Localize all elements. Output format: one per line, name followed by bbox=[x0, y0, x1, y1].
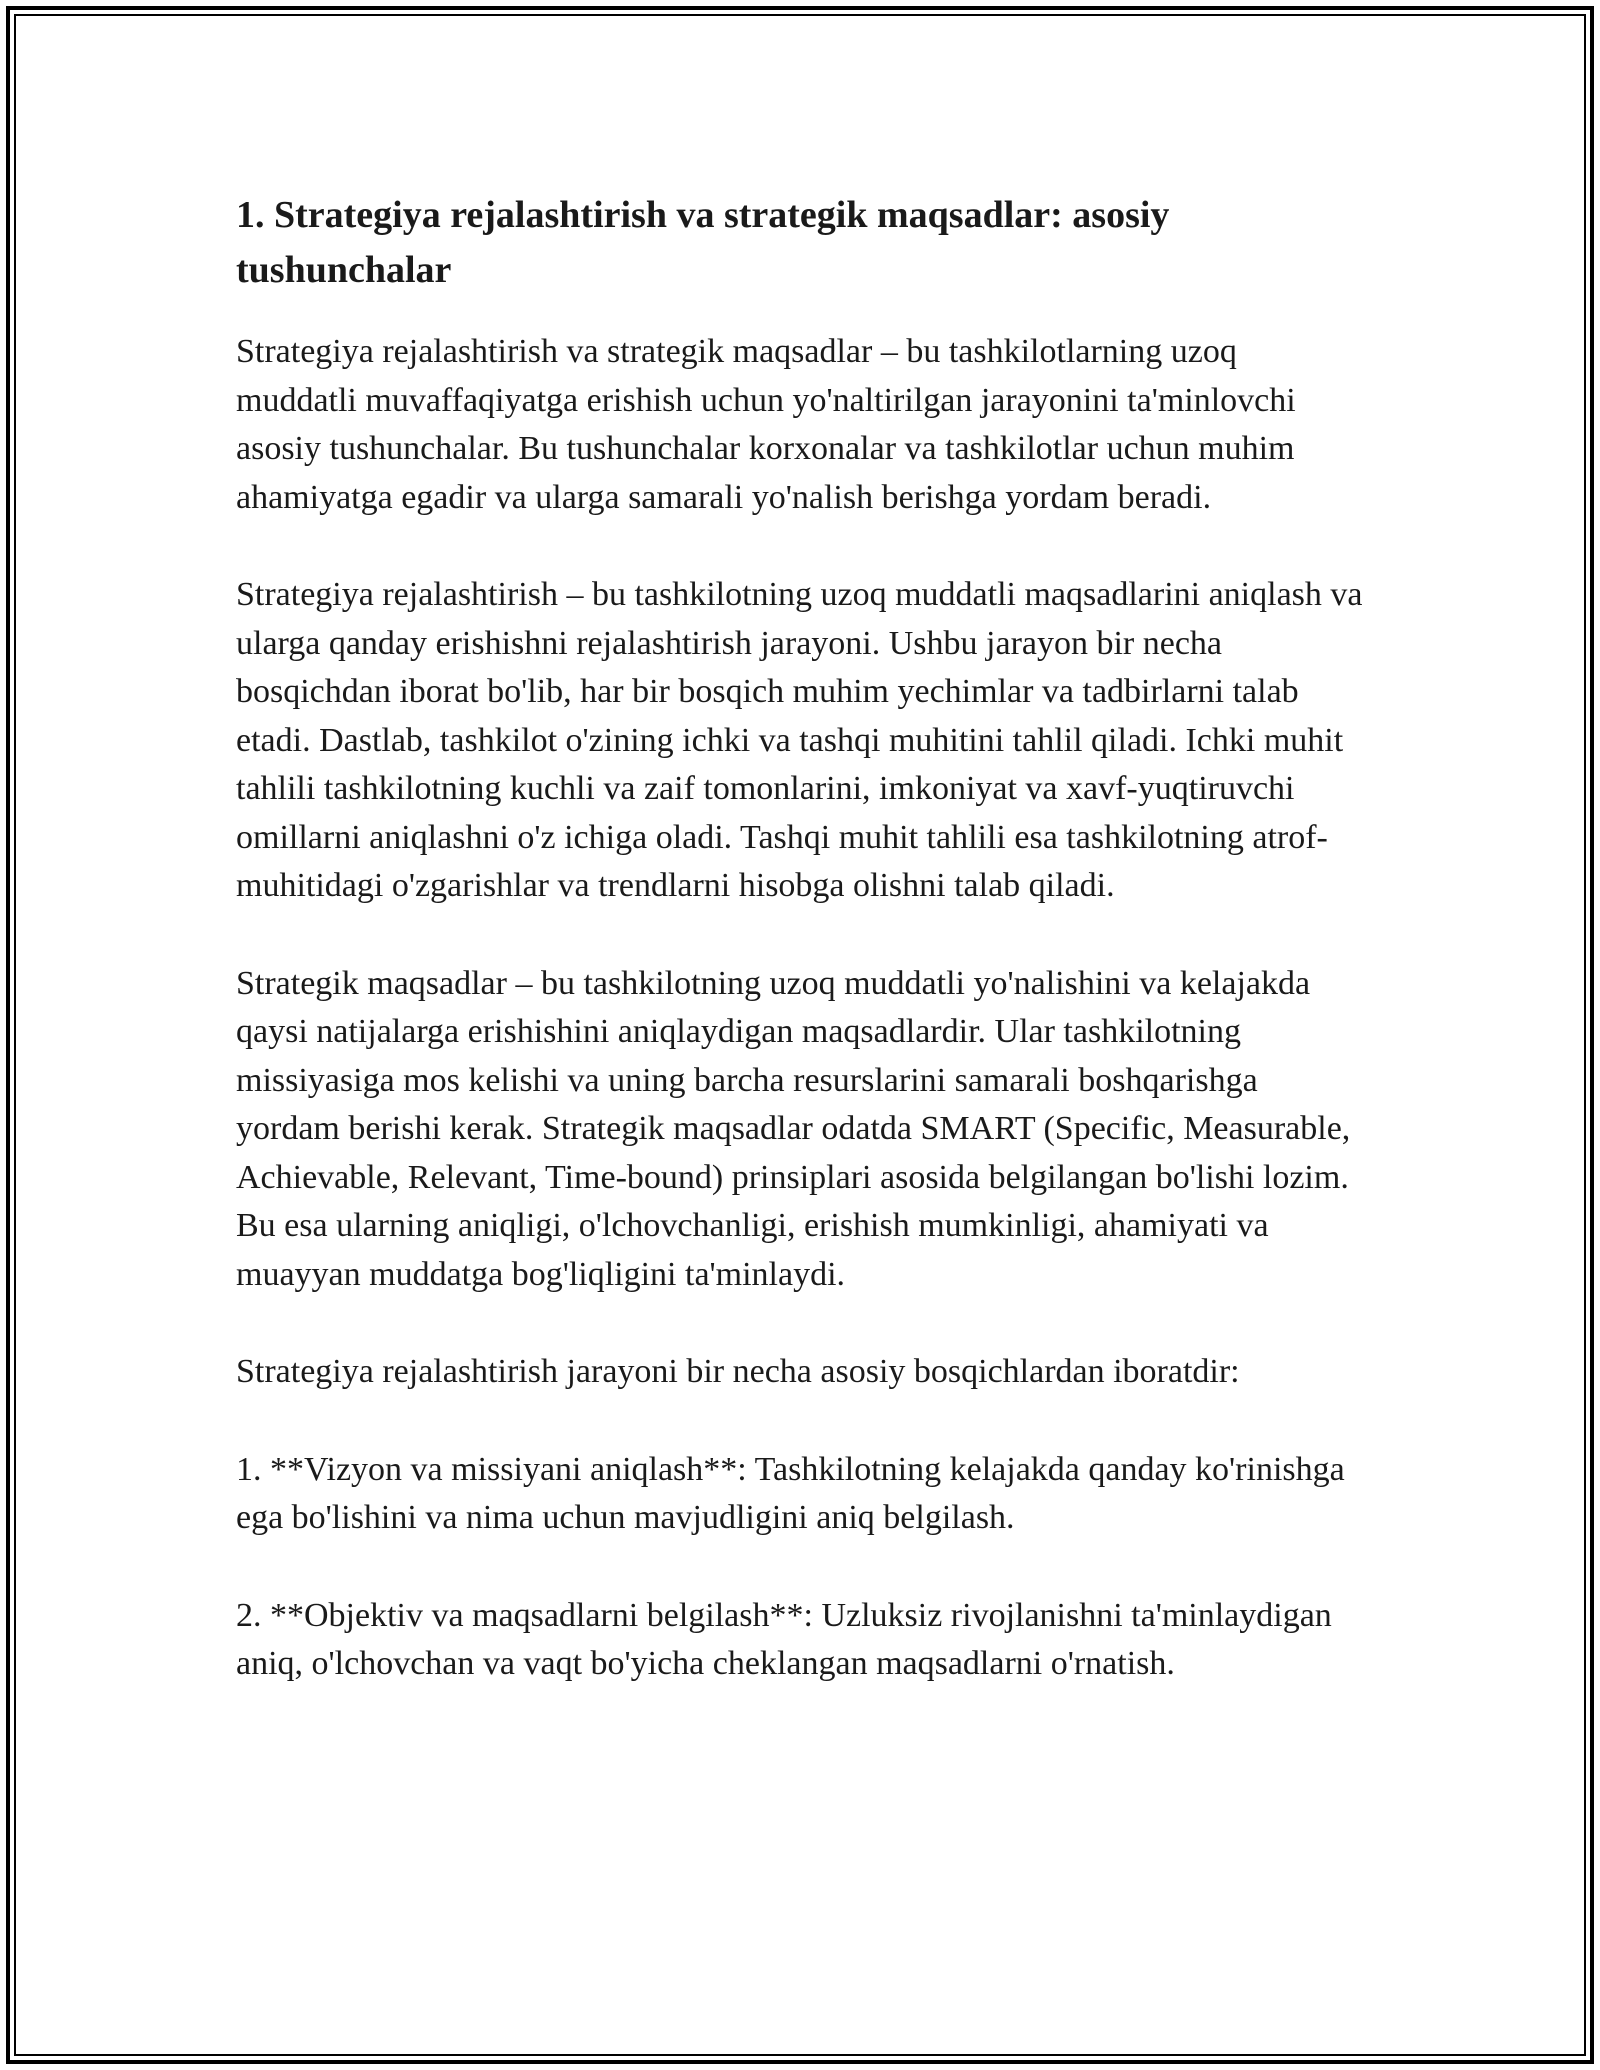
paragraph-strategic-goals: Strategik maqsadlar – bu tashkilotning uzoq muddatli yo'nalishini va kelajakda qaysi natijalarga erishishini aniqlaydigan maqsadlardir. Ular tashkilotning missiyasiga mos kelishi va uning barcha resurslarini samarali boshqarishga yordam berishi kerak. Strategik maqsadlar odatda SMART (Specific, Measurable, Achievable, Relevant, Time-bound) prinsiplari asosida belgilangan bo'lishi lozim. Bu esa ularning aniqligi, o'lchovchanligi, erishish mumkinligi, ahamiyati va muayyan muddatga bog'liqligini ta'minlaydi. bbox=[236, 964, 1351, 1293]
list-item-objectives: 2. **Objektiv va maqsadlarni belgilash**: Uzluksiz rivojlanishni ta'minlaydigan aniq, o'lchovchan va vaqt bo'yicha cheklangan maqsadlarni o'rnatish. bbox=[236, 1596, 1332, 1682]
paragraph-stages-intro: Strategiya rejalashtirish jarayoni bir necha asosiy bosqichlardan iboratdir: bbox=[236, 1353, 1240, 1390]
list-item-vision-mission: 1. **Vizyon va missiyani aniqlash**: Tashkilotning kelajakda qanday ko'rinishga ega bo'lishini va nima uchun mavjudligini aniq belgilash. bbox=[236, 1450, 1345, 1536]
document-title: 1. Strategiya rejalashtirish va strategik maqsadlar: asosiy tushunchalar bbox=[236, 194, 1170, 291]
paragraph-intro: Strategiya rejalashtirish va strategik maqsadlar – bu tashkilotlarning uzoq muddatli muvaffaqiyatga erishish uchun yo'naltirilgan jarayonini ta'minlovchi asosiy tushunchalar. Bu tushunchalar korxonalar va tashkilotlar uchun muhim ahamiyatga egadir va ularga samarali yo'nalish berishga yordam beradi. bbox=[236, 333, 1296, 516]
paragraph-strategic-planning: Strategiya rejalashtirish – bu tashkilotning uzoq muddatli maqsadlarini aniqlash va ularga qanday erishishni rejalashtirish jarayoni. Ushbu jarayon bir necha bosqichdan iborat bo'lib, har bir bosqich muhim yechimlar va tadbirlarni talab etadi. Dastlab, tashkilot o'zining ichki va tashqi muhitini tahlil qiladi. Ichki muhit tahlili tashkilotning kuchli va zaif tomonlarini, imkoniyat va xavf-yuqtiruvchi omillarni aniqlashni o'z ichiga oladi. Tashqi muhit tahlili esa tashkilotning atrof-muhitidagi o'zgarishlar va trendlarni hisobga olishni talab qiladi. bbox=[236, 576, 1363, 904]
document-body bbox=[236, 188, 1366, 1689]
